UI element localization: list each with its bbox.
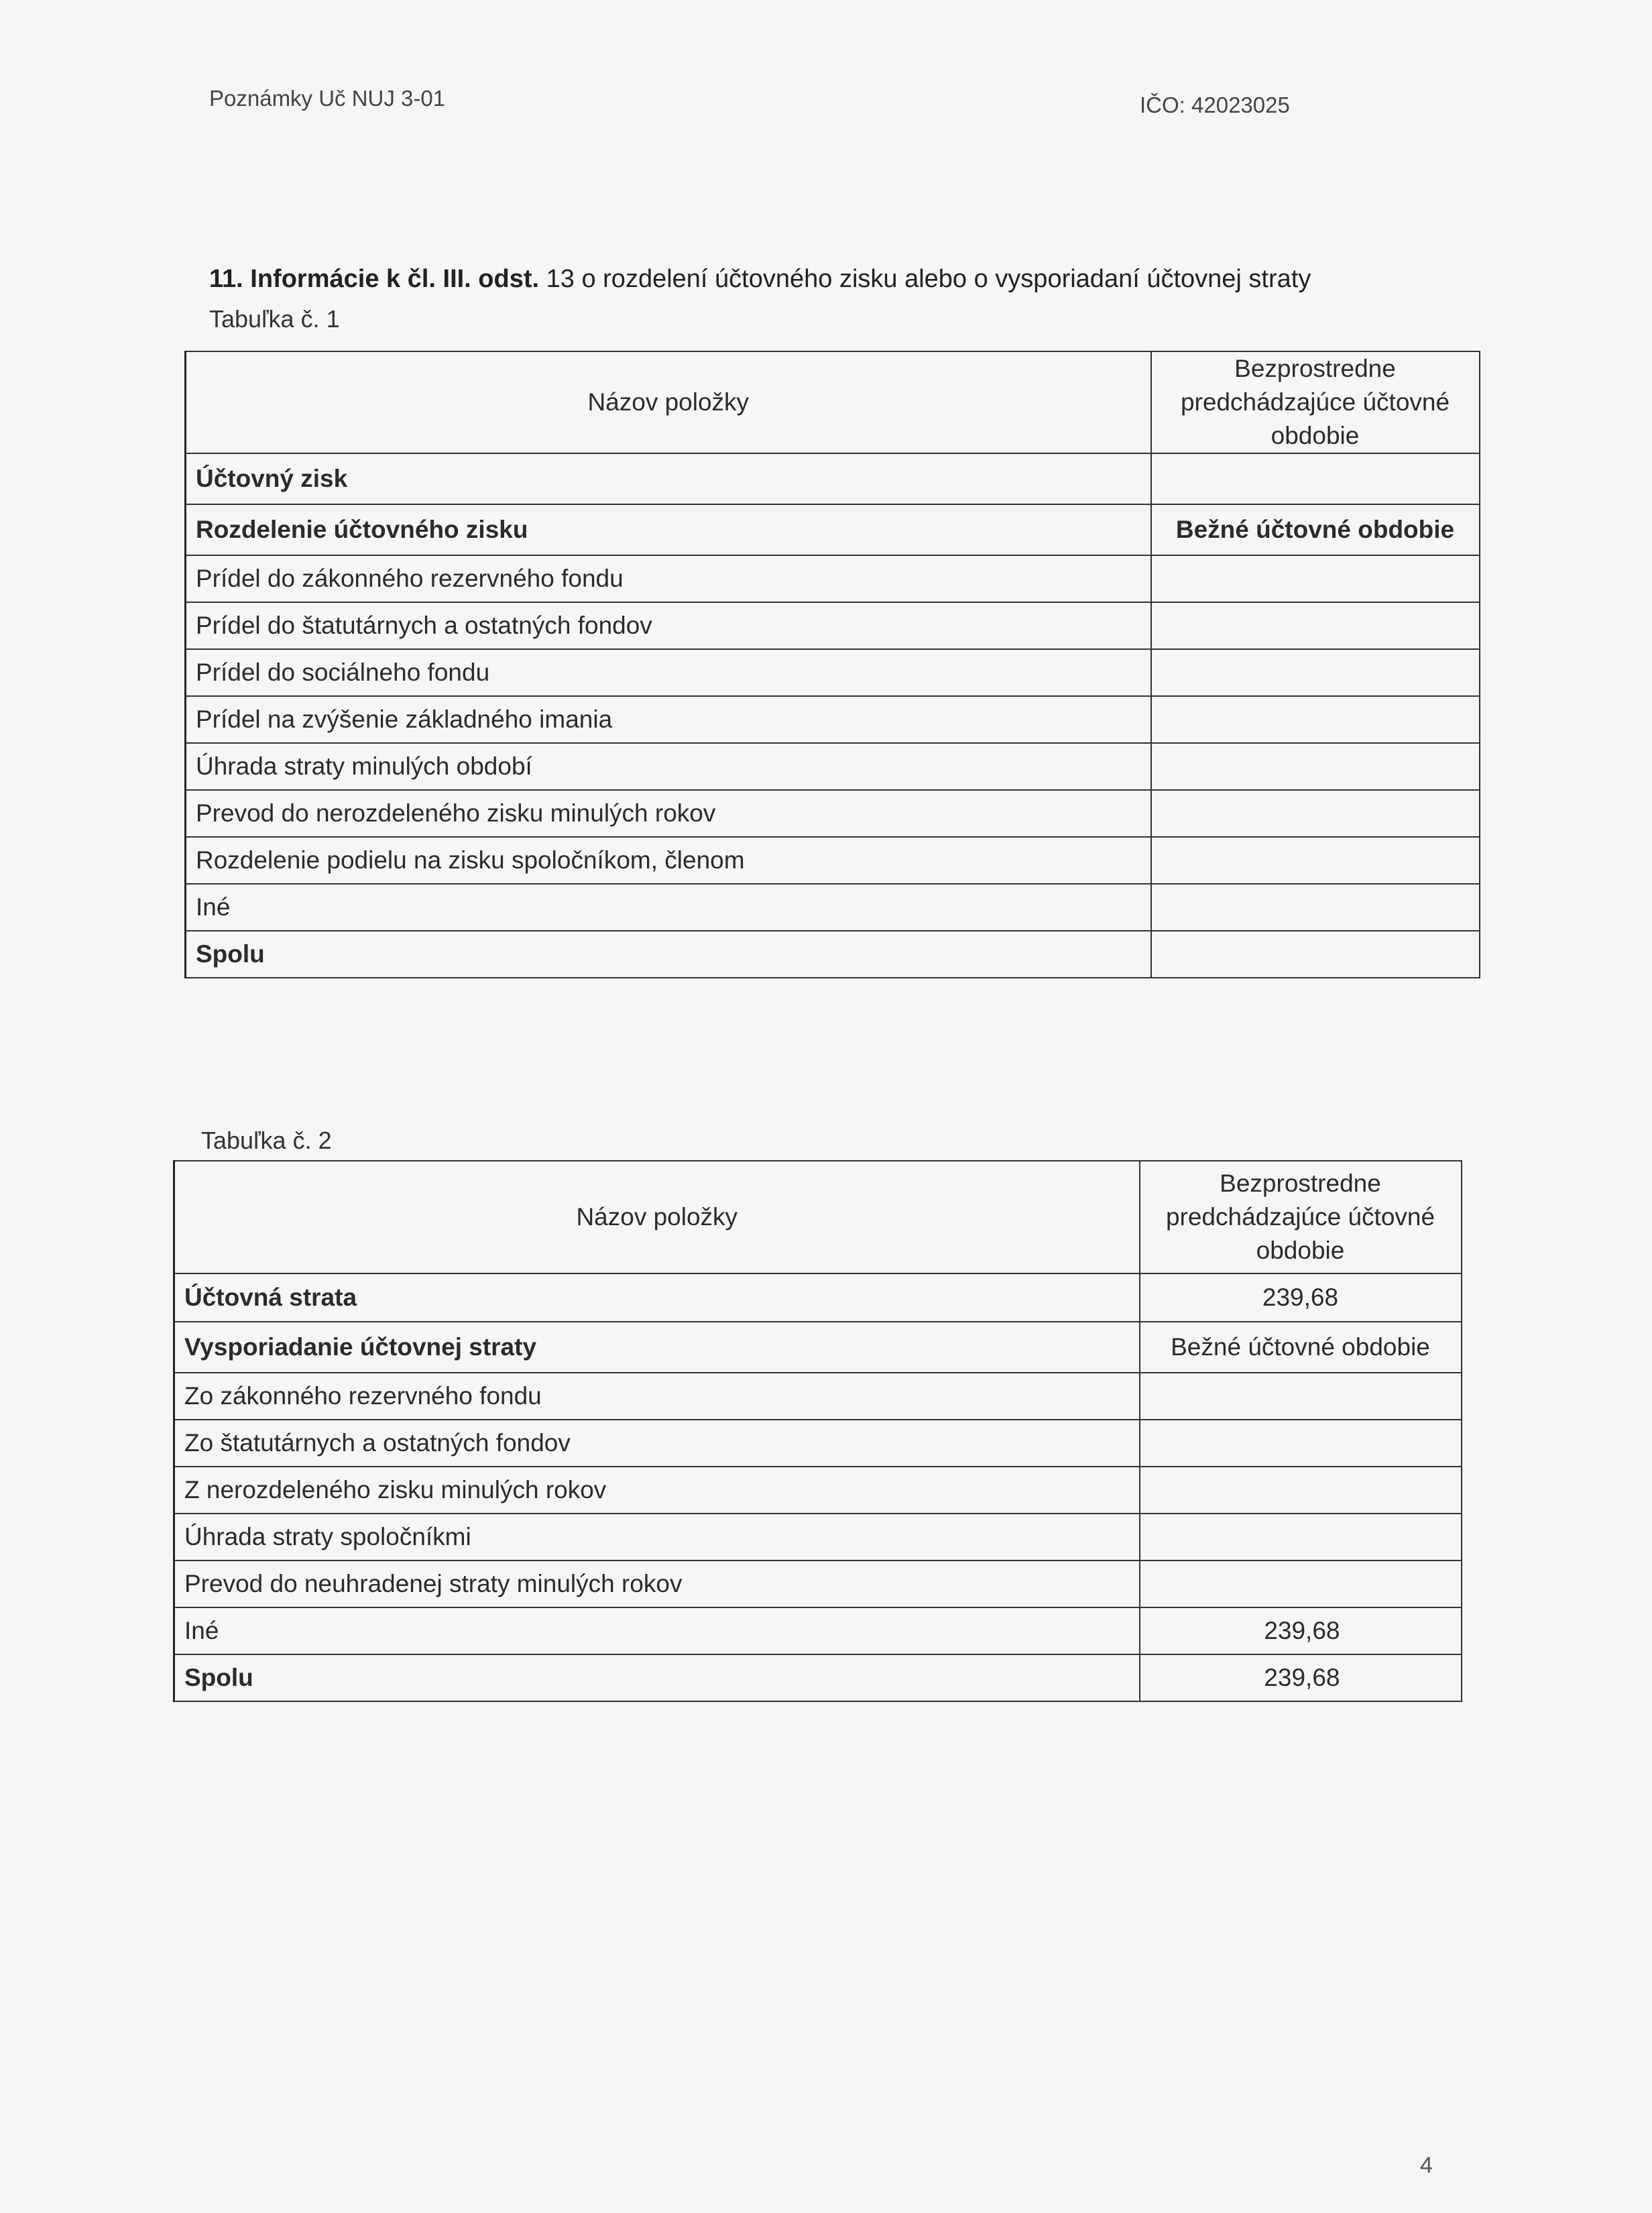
table2-header-prev-period: Bezprostredne predchádzajúce účtovné obdobie [1140,1161,1462,1273]
table2-loss-value: 239,68 [1140,1273,1462,1322]
table-row-label: Prídel do sociálneho fondu [186,649,1151,696]
table-row-value [1151,696,1480,743]
table1-profit-label: Účtovný zisk [186,453,1151,504]
header-form-code: Poznámky Uč NUJ 3-01 [209,86,446,111]
table-row-value [1151,555,1480,602]
table1-total-label: Spolu [186,931,1151,978]
table-row-label: Zo zákonného rezervného fondu [174,1373,1140,1420]
table1-header-curr-period: Bežné účtovné obdobie [1151,504,1480,555]
table-row-label: Úhrada straty minulých období [186,743,1151,790]
section-title [209,265,1311,294]
section-title-bold: 11. Informácie k čl. III. odst. [209,265,540,293]
table-row-label: Rozdelenie podielu na zisku spoločníkom, členom [186,837,1151,884]
table1-distribution-label: Rozdelenie účtovného zisku [186,504,1151,555]
table1-profit-value [1151,453,1480,504]
table-row-label: Zo štatutárnych a ostatných fondov [174,1420,1140,1467]
table-row-value [1151,602,1480,649]
table2-caption: Tabuľka č. 2 [201,1127,332,1154]
table-row-value [1140,1420,1462,1467]
table-row-value [1151,649,1480,696]
table1-header-name: Názov položky [186,351,1151,453]
table-row-value [1151,884,1480,931]
page-number: 4 [1420,2153,1433,2178]
section-title-rest: 13 o rozdelení účtovného zisku alebo o vysporiadaní účtovnej straty [539,265,1311,293]
table2-total-value: 239,68 [1140,1654,1462,1701]
table-row-label: Iné [186,884,1151,931]
table1-total-value [1151,931,1480,978]
table2-loss-label: Účtovná strata [174,1273,1140,1322]
header-ico: IČO: 42023025 [1140,93,1290,117]
table2-header-name: Názov položky [174,1161,1140,1273]
table2-settlement-label: Vysporiadanie účtovnej straty [174,1322,1140,1373]
table-row-label: Úhrada straty spoločníkmi [174,1514,1140,1561]
table-row-value [1140,1467,1462,1514]
table2-header-curr-period: Bežné účtovné obdobie [1140,1322,1462,1373]
table-row-label: Prevod do nerozdeleného zisku minulých rokov [186,790,1151,837]
table-row-label: Iné [174,1607,1140,1654]
table-row-value [1151,790,1480,837]
profit-distribution-table [184,351,1480,978]
table-row-value [1151,837,1480,884]
table-row-label: Prídel na zvýšenie základného imania [186,696,1151,743]
table1-header-prev-period: Bezprostredne predchádzajúce účtovné obdobie [1151,351,1480,453]
table-row-label: Prídel do štatutárnych a ostatných fondov [186,602,1151,649]
table-row-label: Prevod do neuhradenej straty minulých rokov [174,1561,1140,1607]
table-row-label: Prídel do zákonného rezervného fondu [186,555,1151,602]
table-row-value [1151,743,1480,790]
table1-caption: Tabuľka č. 1 [209,305,340,333]
table-row-value [1140,1373,1462,1420]
table2-total-label: Spolu [174,1654,1140,1701]
table-row-value: 239,68 [1140,1607,1462,1654]
table-row-label: Z nerozdeleného zisku minulých rokov [174,1467,1140,1514]
table-row-value [1140,1561,1462,1607]
loss-settlement-table [173,1160,1462,1702]
table-row-value [1140,1514,1462,1561]
